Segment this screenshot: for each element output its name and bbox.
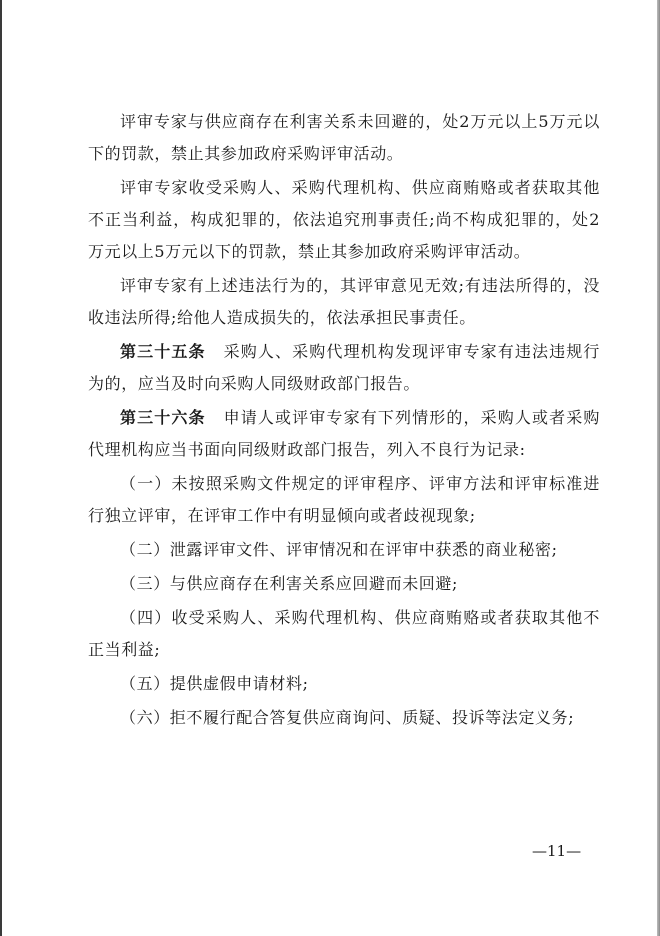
paragraph-text: （一）未按照采购文件规定的评审程序、评审方法和评审标准进行独立评审，在评审工作中有明显倾向或者歧视现象; [88,474,600,525]
page-number: —11— [532,842,582,860]
document-body [88,106,600,736]
list-item-6 [88,702,600,734]
paragraph-text: （二）泄露评审文件、评审情况和在评审中获悉的商业秘密; [120,540,558,559]
article-number: 第三十五条 [120,342,206,361]
page-left-edge [0,0,2,936]
paragraph-text: 评审专家有上述违法行为的，其评审意见无效;有违法所得的，没收违法所得;给他人造成损失的，依法承担民事责任。 [88,276,600,327]
paragraph-text: （四）收受采购人、采购代理机构、供应商贿赂或者获取其他不正当利益; [88,608,600,659]
list-item-3 [88,568,600,600]
list-item-2 [88,534,600,566]
paragraph-text: 申请人或评审专家有下列情形的，采购人或者采购代理机构应当书面向同级财政部门报告，列入不良行为记录: [88,408,600,459]
paragraph-text: （五）提供虚假申请材料; [120,674,309,693]
paragraph-text: （六）拒不履行配合答复供应商询问、质疑、投诉等法定义务; [120,708,575,727]
paragraph-2 [88,172,600,268]
article-36 [88,402,600,466]
paragraph-1 [88,106,600,170]
list-item-5 [88,668,600,700]
paragraph-text: 评审专家与供应商存在利害关系未回避的，处2万元以上5万元以下的罚款，禁止其参加政府采购评审活动。 [88,112,600,163]
article-35 [88,336,600,400]
article-number: 第三十六条 [120,408,206,427]
paragraph-text: （三）与供应商存在利害关系应回避而未回避; [120,574,458,593]
list-item-1 [88,468,600,532]
paragraph-text: 评审专家收受采购人、采购代理机构、供应商贿赂或者获取其他不正当利益，构成犯罪的，依法追究刑事责任;尚不构成犯罪的，处2万元以上5万元以下的罚款，禁止其参加政府采购评审活动。 [88,178,600,261]
paragraph-text: 采购人、采购代理机构发现评审专家有违法违规行为的，应当及时向采购人同级财政部门报告。 [88,342,600,393]
paragraph-3 [88,270,600,334]
list-item-4 [88,602,600,666]
